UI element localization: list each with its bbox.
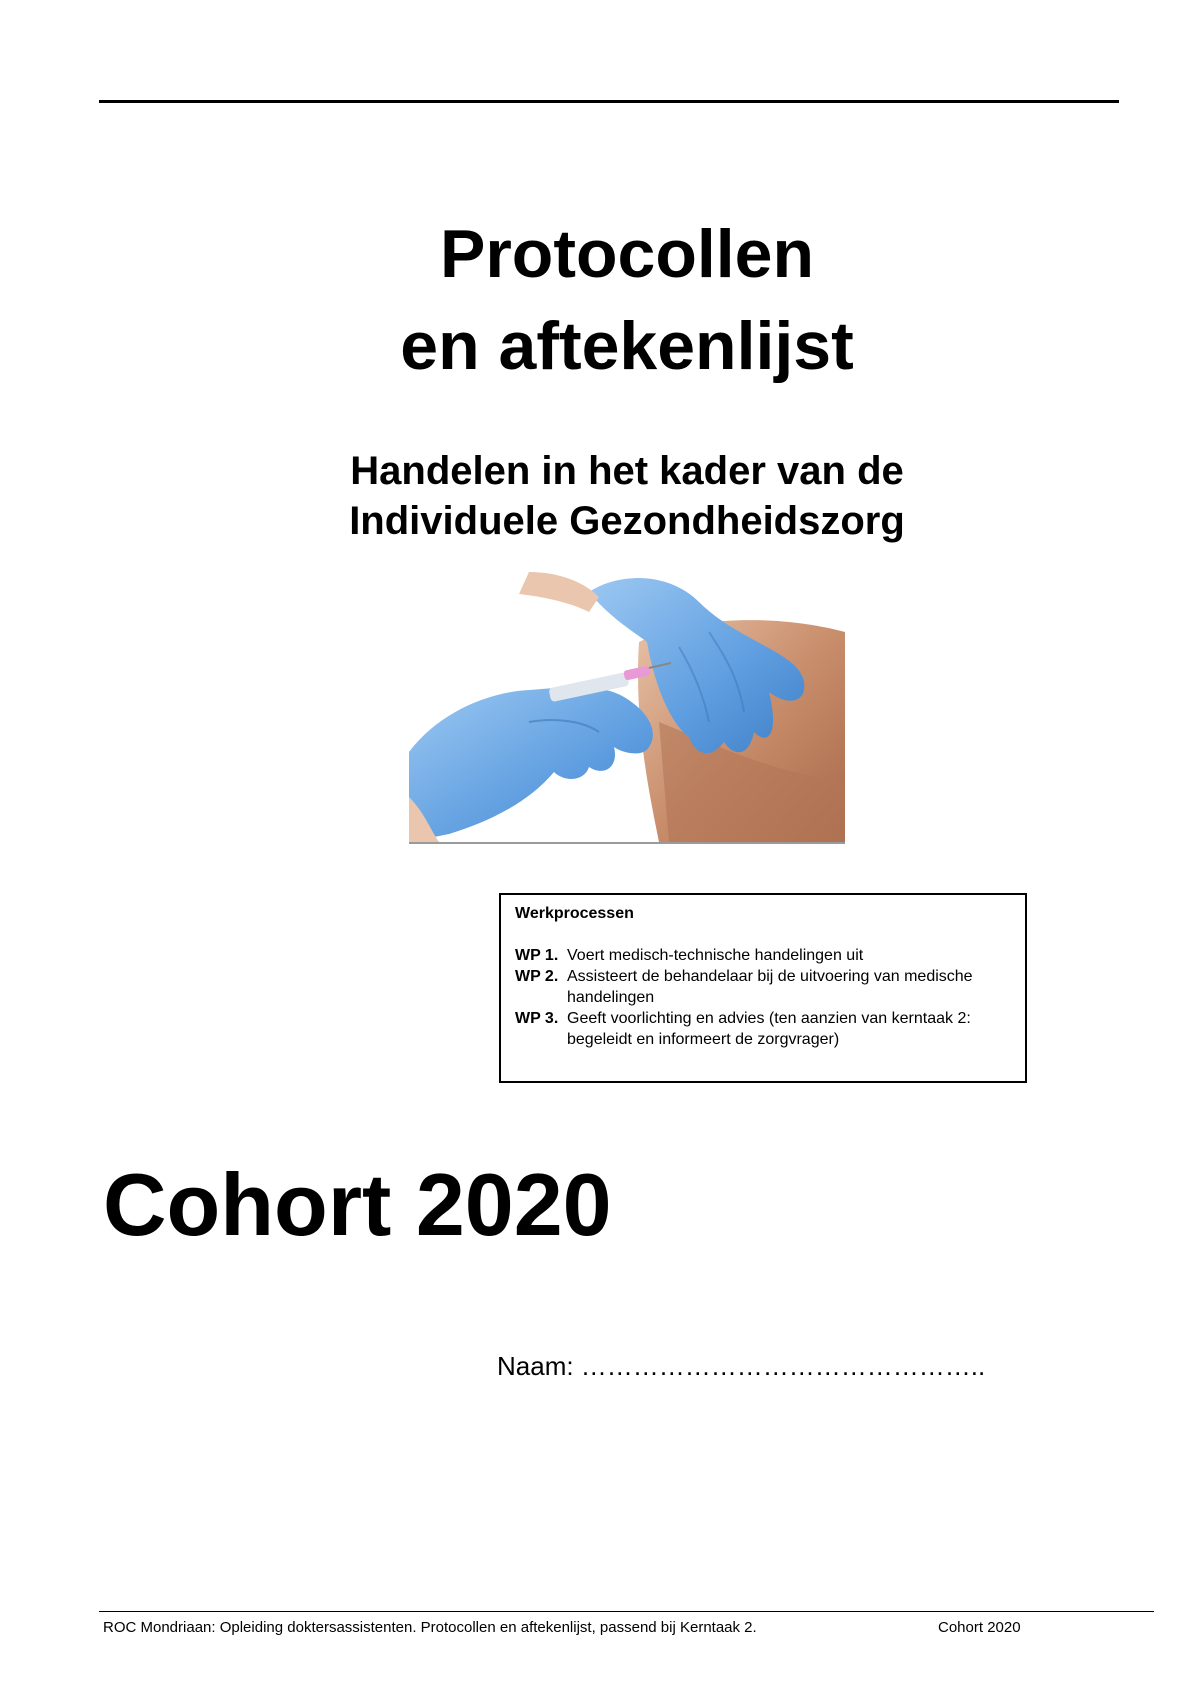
werkproces-text: Assisteert de behandelaar bij de uitvoering van medische handelingen [567,968,973,1006]
naam-field-label: Naam: ……………………………………….. [497,1351,986,1381]
werkproces-code: WP 3. [515,1010,559,1027]
werkproces-item [515,1008,1011,1050]
subtitle-line-2: Individuele Gezondheidszorg [349,499,905,543]
werkproces-item [515,966,1011,1008]
werkproces-text: Geeft voorlichting en advies (ten aanzien van kerntaak 2: begeleidt en informeert de zorgvrager) [567,1010,971,1048]
werkproces-code: WP 2. [515,968,559,985]
document-subtitle [0,446,1200,546]
subtitle-line-1: Handelen in het kader van de [350,449,904,493]
footer-description: ROC Mondriaan: Opleiding doktersassistenten. Protocollen en aftekenlijst, passend bij Kerntaak 2. [103,1619,757,1636]
title-line-2: en aftekenlijst [400,308,854,384]
werkproces-code: WP 1. [515,947,559,964]
cohort-heading: Cohort 2020 [103,1155,612,1254]
werkprocessen-box [499,893,1027,1083]
header-rule [99,100,1119,103]
document-title [0,208,1200,392]
werkprocessen-heading: Werkprocessen [515,905,634,922]
werkproces-text: Voert medisch-technische handelingen uit [567,947,864,964]
werkproces-item [515,945,1011,966]
footer-rule [99,1611,1154,1612]
footer-cohort: Cohort 2020 [938,1619,1021,1636]
title-line-1: Protocollen [439,216,815,292]
gloved-hands-injection-photo [409,572,845,844]
